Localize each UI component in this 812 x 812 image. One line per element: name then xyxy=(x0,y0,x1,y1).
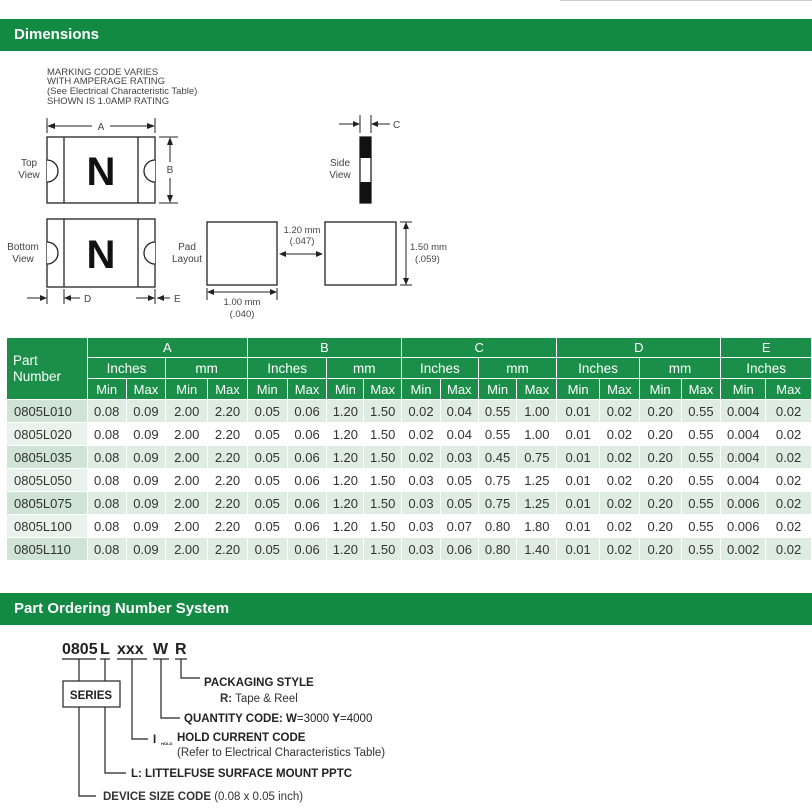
table-cell: 0.02 xyxy=(766,492,812,515)
table-cell: 0.02 xyxy=(600,538,640,561)
table-cell: 0.03 xyxy=(402,538,441,561)
dim-label-e: E xyxy=(174,294,181,305)
minmax-header-c-in-max: Max xyxy=(440,379,478,400)
table-cell: 0.03 xyxy=(402,492,441,515)
table-cell: 0.55 xyxy=(681,400,721,423)
unit-header-a-mm: mm xyxy=(166,358,248,379)
packaging-title: PACKAGING STYLE xyxy=(204,677,314,689)
table-cell: 1.20 xyxy=(327,469,364,492)
table-row xyxy=(7,469,812,492)
group-header-d: D xyxy=(557,338,721,358)
table-cell: 0.09 xyxy=(126,423,166,446)
table-cell: 0.02 xyxy=(402,423,441,446)
unit-header-b-inches: Inches xyxy=(247,358,327,379)
table-cell: 0.20 xyxy=(639,400,681,423)
part-number-cell: 0805L035 xyxy=(7,446,88,469)
table-cell: 2.20 xyxy=(208,469,248,492)
table-cell: 1.40 xyxy=(517,538,557,561)
table-cell: 0.06 xyxy=(287,515,327,538)
table-cell: 0.002 xyxy=(721,538,766,561)
table-cell: 0.01 xyxy=(557,469,600,492)
table-cell: 0.09 xyxy=(126,446,166,469)
table-cell: 0.03 xyxy=(440,446,478,469)
hold-current-note: (Refer to Electrical Characteristics Table) xyxy=(177,747,386,759)
table-cell: 0.02 xyxy=(402,400,441,423)
table-cell: 0.20 xyxy=(639,538,681,561)
dim-label-a: A xyxy=(97,122,105,133)
table-cell: 0.004 xyxy=(721,446,766,469)
table-cell: 0.01 xyxy=(557,423,600,446)
table-cell: 0.03 xyxy=(402,515,441,538)
packaging-desc: R: Tape & Reel xyxy=(220,693,298,705)
part-number-cell: 0805L100 xyxy=(7,515,88,538)
top-view-label-2: View xyxy=(18,170,40,181)
side-view-label-2: View xyxy=(329,170,351,181)
table-cell: 1.50 xyxy=(364,400,402,423)
table-cell: 0.55 xyxy=(681,423,721,446)
table-cell: 0.20 xyxy=(639,492,681,515)
table-cell: 0.05 xyxy=(247,492,287,515)
table-cell: 1.20 xyxy=(327,446,364,469)
unit-header-c-mm: mm xyxy=(478,358,557,379)
table-cell: 0.75 xyxy=(517,446,557,469)
table-cell: 1.20 xyxy=(327,400,364,423)
littelfuse-code: L: LITTELFUSE SURFACE MOUNT PPTC xyxy=(131,768,353,780)
table-cell: 0.09 xyxy=(126,492,166,515)
pad-width-mm: 1.00 mm xyxy=(223,297,261,308)
part-number-cell: 0805L020 xyxy=(7,423,88,446)
table-cell: 0.55 xyxy=(478,423,517,446)
table-cell: 0.03 xyxy=(402,469,441,492)
pad-layout-label-1: Pad xyxy=(178,242,196,253)
table-cell: 1.80 xyxy=(517,515,557,538)
table-cell: 0.02 xyxy=(600,400,640,423)
group-header-c: C xyxy=(402,338,557,358)
table-row xyxy=(7,423,812,446)
table-cell: 2.20 xyxy=(208,400,248,423)
table-cell: 2.00 xyxy=(166,538,208,561)
table-cell: 0.02 xyxy=(766,400,812,423)
table-cell: 0.01 xyxy=(557,492,600,515)
group-header-e: E xyxy=(721,338,812,358)
table-cell: 1.50 xyxy=(364,423,402,446)
table-cell: 0.02 xyxy=(766,538,812,561)
table-cell: 0.02 xyxy=(600,515,640,538)
dimension-drawing xyxy=(0,51,812,337)
table-cell: 0.004 xyxy=(721,400,766,423)
marking-note-line-1: MARKING CODE VARIES xyxy=(47,67,159,78)
part-header-line-2: Number xyxy=(13,368,62,384)
table-row xyxy=(7,538,812,561)
top-view-component xyxy=(47,137,155,203)
marking-note-line-4: SHOWN IS 1.0AMP RATING xyxy=(47,96,170,107)
table-cell: 1.25 xyxy=(517,469,557,492)
table-cell: 2.00 xyxy=(166,446,208,469)
minmax-header-c-mm-max: Max xyxy=(517,379,557,400)
table-cell: 0.01 xyxy=(557,538,600,561)
unit-header-b-mm: mm xyxy=(327,358,402,379)
table-cell: 0.55 xyxy=(681,492,721,515)
unit-header-a-inches: Inches xyxy=(87,358,166,379)
table-cell: 0.80 xyxy=(478,538,517,561)
table-cell: 2.20 xyxy=(208,423,248,446)
quantity-code: QUANTITY CODE: W=3000 Y=4000 xyxy=(184,713,373,725)
minmax-header-e-in-max: Max xyxy=(766,379,812,400)
table-cell: 0.08 xyxy=(87,492,126,515)
table-cell: 0.02 xyxy=(600,423,640,446)
table-cell: 0.01 xyxy=(557,400,600,423)
table-cell: 0.20 xyxy=(639,515,681,538)
table-cell: 0.75 xyxy=(478,492,517,515)
part-header-line-1: Part xyxy=(13,352,38,368)
table-cell: 0.75 xyxy=(478,469,517,492)
table-cell: 0.06 xyxy=(287,400,327,423)
dim-label-b: B xyxy=(166,165,174,176)
hold-current-title: HOLD CURRENT CODE xyxy=(177,732,306,744)
pad-gap-in: (.047) xyxy=(289,236,315,247)
pad-height-in: (.059) xyxy=(415,254,440,265)
table-cell: 0.09 xyxy=(126,538,166,561)
part-number-cell: 0805L050 xyxy=(7,469,88,492)
table-cell: 0.006 xyxy=(721,515,766,538)
table-cell: 0.02 xyxy=(402,446,441,469)
top-rule xyxy=(560,0,812,1)
table-cell: 0.08 xyxy=(87,469,126,492)
table-cell: 0.05 xyxy=(247,423,287,446)
code-part-xxx: xxx xyxy=(117,641,144,658)
table-cell: 0.05 xyxy=(247,446,287,469)
table-cell: 0.08 xyxy=(87,423,126,446)
pad-width-in: (.040) xyxy=(229,309,255,320)
table-cell: 0.20 xyxy=(639,423,681,446)
section-header-ordering: Part Ordering Number System xyxy=(0,593,812,625)
table-cell: 1.00 xyxy=(517,423,557,446)
table-cell: 2.00 xyxy=(166,469,208,492)
bottom-view-label-1: Bottom xyxy=(7,242,39,253)
pad-layout-label-2: Layout xyxy=(171,254,203,265)
table-cell: 0.02 xyxy=(766,469,812,492)
table-cell: 0.02 xyxy=(766,515,812,538)
minmax-header-d-in-max: Max xyxy=(600,379,640,400)
minmax-header-a-in-min: Min xyxy=(87,379,126,400)
table-row xyxy=(7,400,812,423)
group-header-b: B xyxy=(247,338,401,358)
minmax-header-e-in-min: Min xyxy=(721,379,766,400)
table-cell: 0.06 xyxy=(287,446,327,469)
table-cell: 0.004 xyxy=(721,423,766,446)
table-cell: 0.02 xyxy=(766,446,812,469)
section-header-dimensions: Dimensions xyxy=(0,19,812,51)
bottom-view-label-2: View xyxy=(12,254,34,265)
table-cell: 1.20 xyxy=(327,538,364,561)
part-number-header xyxy=(7,338,88,400)
minmax-header-a-in-max: Max xyxy=(126,379,166,400)
table-cell: 0.05 xyxy=(440,469,478,492)
table-cell: 2.00 xyxy=(166,492,208,515)
table-cell: 1.50 xyxy=(364,538,402,561)
minmax-header-b-in-max: Max xyxy=(287,379,327,400)
minmax-header-c-mm-min: Min xyxy=(478,379,517,400)
device-size-code: DEVICE SIZE CODE (0.08 x 0.05 inch) xyxy=(103,791,304,803)
table-cell: 0.08 xyxy=(87,538,126,561)
series-box-label: SERIES xyxy=(69,690,113,702)
table-cell: 0.004 xyxy=(721,469,766,492)
table-cell: 0.02 xyxy=(600,492,640,515)
table-cell: 0.45 xyxy=(478,446,517,469)
table-cell: 0.55 xyxy=(681,515,721,538)
table-cell: 0.006 xyxy=(721,492,766,515)
table-cell: 0.05 xyxy=(247,538,287,561)
ordering-diagram xyxy=(0,625,812,812)
table-cell: 0.08 xyxy=(87,400,126,423)
table-cell: 0.08 xyxy=(87,515,126,538)
table-cell: 0.09 xyxy=(126,469,166,492)
unit-header-d-mm: mm xyxy=(639,358,721,379)
bottom-view-component xyxy=(47,219,155,287)
dim-label-c: C xyxy=(393,120,401,131)
table-cell: 1.25 xyxy=(517,492,557,515)
marking-note-line-3: (See Electrical Characteristic Table) xyxy=(47,86,198,97)
table-cell: 1.50 xyxy=(364,469,402,492)
pad-left xyxy=(207,222,277,285)
dimensions-table xyxy=(6,337,812,561)
minmax-header-a-mm-max: Max xyxy=(208,379,248,400)
table-cell: 0.06 xyxy=(287,538,327,561)
table-cell: 0.04 xyxy=(440,400,478,423)
table-cell: 0.06 xyxy=(287,492,327,515)
table-cell: 0.55 xyxy=(681,446,721,469)
part-number-cell: 0805L010 xyxy=(7,400,88,423)
bottom-mark-letter: N xyxy=(86,233,116,277)
table-cell: 1.20 xyxy=(327,515,364,538)
top-view-label-1: Top xyxy=(20,158,38,169)
unit-header-e-inches: Inches xyxy=(721,358,812,379)
table-cell: 2.20 xyxy=(208,515,248,538)
dim-label-d: D xyxy=(84,294,92,305)
code-part-l: L xyxy=(100,641,110,658)
table-cell: 0.05 xyxy=(247,469,287,492)
minmax-header-b-mm-max: Max xyxy=(364,379,402,400)
table-cell: 0.06 xyxy=(440,538,478,561)
table-cell: 0.02 xyxy=(600,446,640,469)
table-cell: 0.20 xyxy=(639,446,681,469)
table-cell: 0.09 xyxy=(126,400,166,423)
table-cell: 1.50 xyxy=(364,515,402,538)
top-mark-letter: N xyxy=(86,150,116,194)
table-cell: 0.05 xyxy=(247,515,287,538)
table-cell: 0.02 xyxy=(766,423,812,446)
table-cell: 0.20 xyxy=(639,469,681,492)
table-cell: 1.20 xyxy=(327,423,364,446)
minmax-header-c-in-min: Min xyxy=(402,379,441,400)
table-cell: 0.01 xyxy=(557,446,600,469)
table-cell: 1.50 xyxy=(364,446,402,469)
table-cell: 0.06 xyxy=(287,469,327,492)
table-cell: 0.05 xyxy=(440,492,478,515)
hold-current-code: I xyxy=(153,734,157,746)
table-cell: 0.55 xyxy=(478,400,517,423)
minmax-header-d-in-min: Min xyxy=(557,379,600,400)
table-cell: 0.07 xyxy=(440,515,478,538)
marking-note-line-2: WITH AMPERAGE RATING xyxy=(47,76,166,87)
table-cell: 0.09 xyxy=(126,515,166,538)
part-number-cell: 0805L110 xyxy=(7,538,88,561)
code-part-w: W xyxy=(153,641,169,658)
table-cell: 0.04 xyxy=(440,423,478,446)
unit-header-c-inches: Inches xyxy=(402,358,479,379)
part-number-cell: 0805L075 xyxy=(7,492,88,515)
table-cell: 0.02 xyxy=(600,469,640,492)
minmax-header-a-mm-min: Min xyxy=(166,379,208,400)
table-cell: 0.06 xyxy=(287,423,327,446)
table-cell: 0.08 xyxy=(87,446,126,469)
table-cell: 0.80 xyxy=(478,515,517,538)
table-cell: 0.05 xyxy=(247,400,287,423)
ordering-code xyxy=(62,641,187,658)
pad-right xyxy=(325,222,396,285)
pad-gap-mm: 1.20 mm xyxy=(283,225,321,236)
table-row xyxy=(7,446,812,469)
minmax-header-b-mm-min: Min xyxy=(327,379,364,400)
side-view-label-1: Side xyxy=(329,158,351,169)
table-cell: 2.00 xyxy=(166,515,208,538)
table-cell: 2.20 xyxy=(208,538,248,561)
minmax-header-d-mm-max: Max xyxy=(681,379,721,400)
pad-height-mm: 1.50 mm xyxy=(410,242,447,253)
table-cell: 2.00 xyxy=(166,400,208,423)
table-cell: 2.20 xyxy=(208,446,248,469)
side-view-component xyxy=(360,137,371,203)
table-row xyxy=(7,492,812,515)
table-cell: 0.55 xyxy=(681,469,721,492)
table-cell: 2.00 xyxy=(166,423,208,446)
table-cell: 2.20 xyxy=(208,492,248,515)
table-cell: 1.00 xyxy=(517,400,557,423)
table-cell: 1.20 xyxy=(327,492,364,515)
table-cell: 0.01 xyxy=(557,515,600,538)
hold-subscript: HOLD xyxy=(161,741,173,746)
minmax-header-d-mm-min: Min xyxy=(639,379,681,400)
minmax-header-b-in-min: Min xyxy=(247,379,287,400)
group-header-a: A xyxy=(87,338,247,358)
unit-header-d-inches: Inches xyxy=(557,358,640,379)
code-part-size: 0805 xyxy=(62,641,98,658)
table-cell: 1.50 xyxy=(364,492,402,515)
table-cell: 0.55 xyxy=(681,538,721,561)
code-part-r: R xyxy=(175,641,187,658)
table-row xyxy=(7,515,812,538)
